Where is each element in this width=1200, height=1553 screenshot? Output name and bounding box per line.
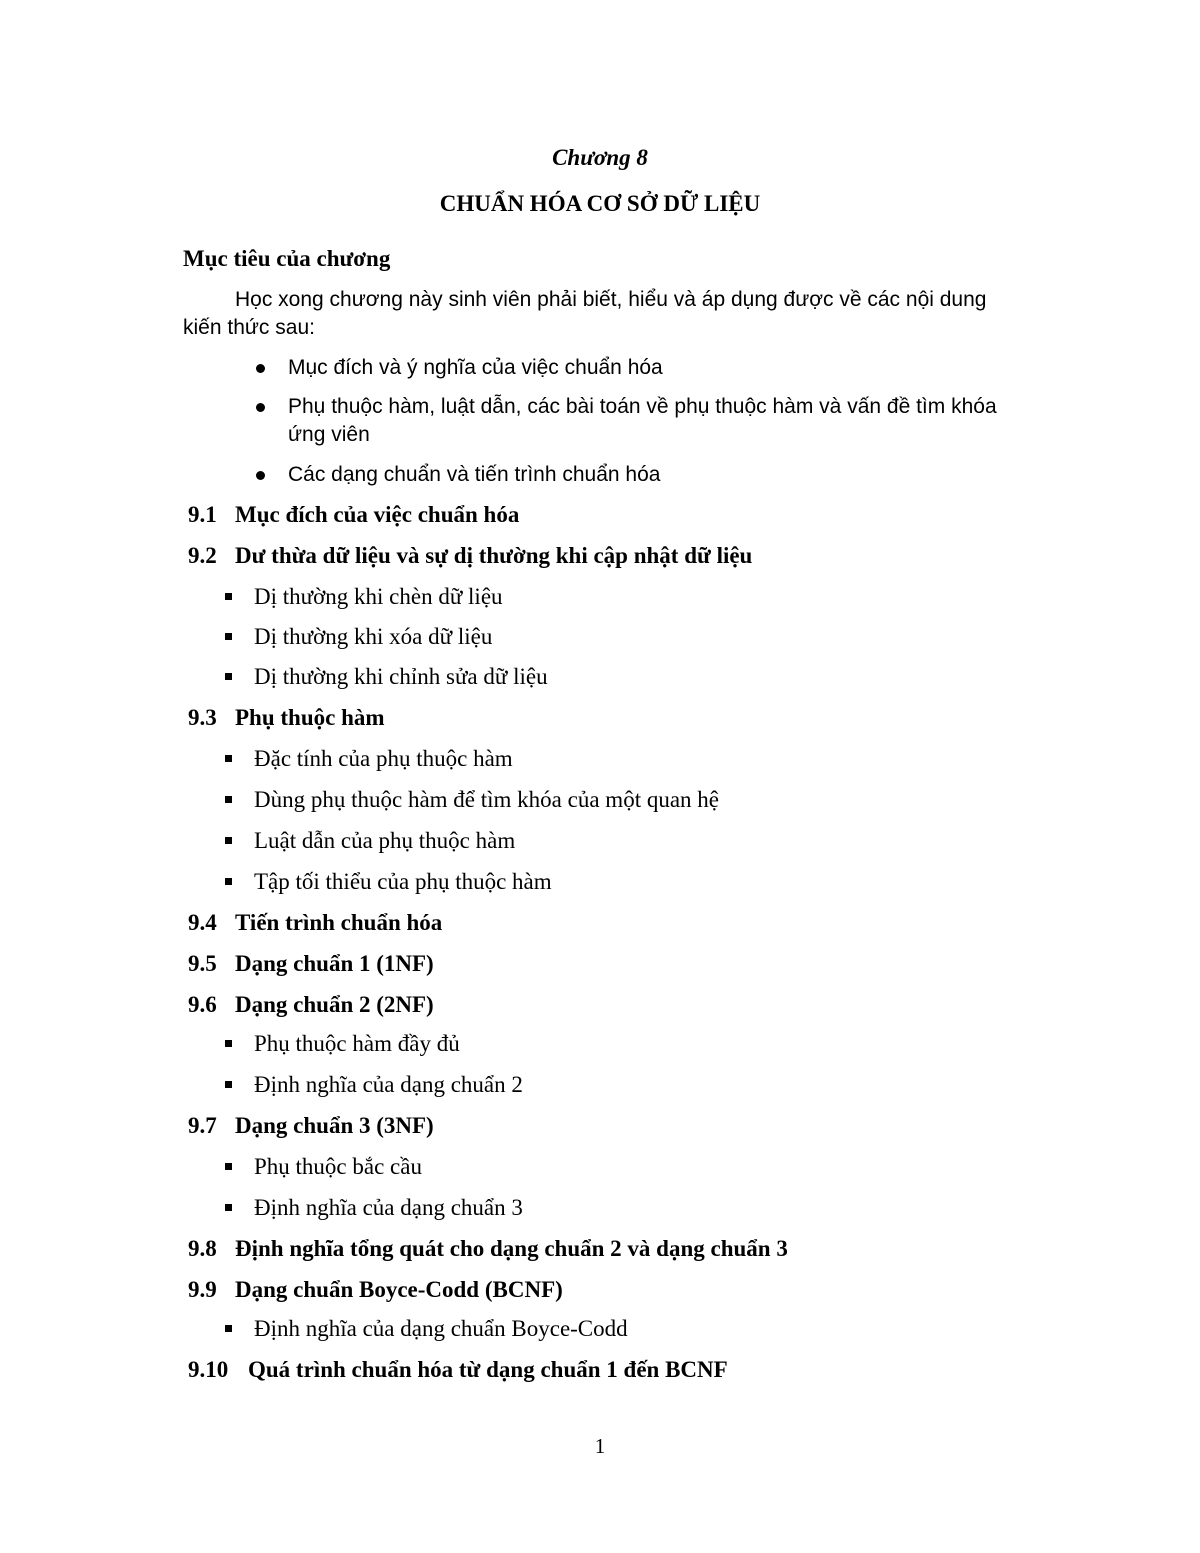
square-bullet-icon: [225, 755, 232, 762]
list-item-label: Định nghĩa của dạng chuẩn 3: [254, 1195, 523, 1220]
section-number: 9.3: [188, 705, 217, 730]
list-item: [225, 1195, 523, 1221]
section-number: 9.4: [188, 910, 217, 935]
list-item: [225, 869, 552, 895]
section-title: Dạng chuẩn 1 (1NF): [235, 951, 434, 976]
list-item: [225, 1072, 523, 1098]
list-item-label: Luật dẫn của phụ thuộc hàm: [254, 828, 516, 853]
list-item-label: Dị thường khi chèn dữ liệu: [254, 584, 503, 609]
section-number: 9.7: [188, 1113, 217, 1138]
section-heading: [188, 1113, 434, 1139]
square-bullet-icon: [225, 796, 232, 803]
square-bullet-icon: [225, 1204, 232, 1211]
section-title: Tiến trình chuẩn hóa: [235, 910, 443, 935]
list-item: [225, 746, 513, 772]
section-title: Dạng chuẩn 3 (3NF): [235, 1113, 434, 1138]
bullet-icon: [255, 470, 267, 482]
square-bullet-icon: [225, 1040, 232, 1047]
list-item: [225, 664, 548, 690]
list-item: [225, 624, 492, 650]
list-item-label: Định nghĩa của dạng chuẩn Boyce-Codd: [254, 1316, 628, 1341]
list-item-label: Định nghĩa của dạng chuẩn 2: [254, 1072, 523, 1097]
section-title: Dư thừa dữ liệu và sự dị thường khi cập nhật dữ liệu: [235, 543, 753, 568]
section-number: 9.9: [188, 1277, 217, 1302]
square-bullet-icon: [225, 593, 232, 600]
section-number: 9.5: [188, 951, 217, 976]
objective-item: Mục đích và ý nghĩa của việc chuẩn hóa: [288, 356, 663, 379]
objective-item: Các dạng chuẩn và tiến trình chuẩn hóa: [288, 463, 661, 486]
objective-item: Phụ thuộc hàm, luật dẫn, các bài toán về phụ thuộc hàm và vấn đề tìm khóa ứng viên: [288, 395, 997, 446]
section-number: 9.8: [188, 1236, 217, 1261]
list-item: [225, 828, 515, 854]
square-bullet-icon: [225, 1163, 232, 1170]
section-heading: [188, 1236, 788, 1262]
list-item-label: Dùng phụ thuộc hàm để tìm khóa của một quan hệ: [254, 787, 720, 812]
list-item-label: Đặc tính của phụ thuộc hàm: [254, 746, 513, 771]
section-heading: [188, 543, 752, 569]
section-heading: [188, 502, 519, 528]
section-heading: [188, 1357, 728, 1383]
section-number: 9.6: [188, 992, 217, 1017]
section-heading: [188, 951, 434, 977]
square-bullet-icon: [225, 633, 232, 640]
section-title: Dạng chuẩn 2 (2NF): [235, 992, 434, 1017]
list-item-label: Phụ thuộc bắc cầu: [254, 1154, 422, 1179]
list-item-label: Tập tối thiểu của phụ thuộc hàm: [254, 869, 552, 894]
section-title: Mục đích của việc chuẩn hóa: [235, 502, 520, 527]
section-number: 9.1: [188, 502, 217, 527]
chapter-label: Chương 8: [552, 145, 648, 170]
square-bullet-icon: [225, 1081, 232, 1088]
section-title: Dạng chuẩn Boyce-Codd (BCNF): [235, 1277, 563, 1302]
list-item: [225, 1031, 460, 1057]
square-bullet-icon: [225, 1325, 232, 1332]
objectives-intro: Học xong chương này sinh viên phải biết, hiểu và áp dụng được về các nội dung kiến thức sau:: [183, 288, 987, 339]
list-item-label: Phụ thuộc hàm đầy đủ: [254, 1031, 460, 1056]
list-item: [225, 1316, 628, 1342]
page-number: 1: [594, 1434, 606, 1458]
chapter-title: CHUẨN HÓA CƠ SỞ DỮ LIỆU: [439, 191, 761, 216]
section-heading: [188, 910, 442, 936]
section-number: 9.2: [188, 543, 217, 568]
square-bullet-icon: [225, 837, 232, 844]
section-heading: [188, 992, 434, 1018]
section-title: Định nghĩa tổng quát cho dạng chuẩn 2 và dạng chuẩn 3: [235, 1236, 788, 1261]
list-item: [225, 584, 503, 610]
list-item-label: Dị thường khi chỉnh sửa dữ liệu: [254, 664, 548, 689]
section-number: 9.10: [188, 1357, 229, 1382]
section-heading: [188, 705, 385, 731]
bullet-icon: [255, 363, 267, 375]
objectives-heading: Mục tiêu của chương: [183, 246, 391, 271]
section-title: Quá trình chuẩn hóa từ dạng chuẩn 1 đến BCNF: [248, 1357, 728, 1382]
list-item: [225, 787, 719, 813]
bullet-icon: [255, 402, 267, 414]
square-bullet-icon: [225, 878, 232, 885]
list-item: [225, 1154, 422, 1180]
list-item-label: Dị thường khi xóa dữ liệu: [254, 624, 493, 649]
square-bullet-icon: [225, 673, 232, 680]
section-heading: [188, 1277, 563, 1303]
section-title: Phụ thuộc hàm: [235, 705, 385, 730]
